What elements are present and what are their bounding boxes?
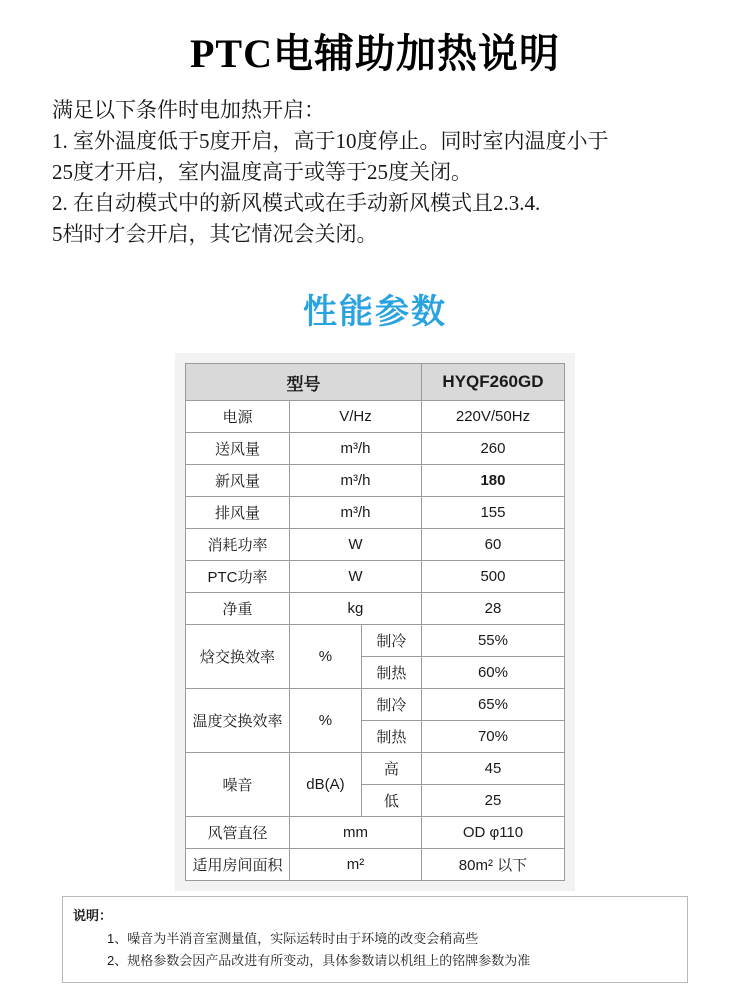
table-row	[186, 529, 565, 561]
row-value: 70%	[421, 721, 564, 753]
table-row	[186, 401, 565, 433]
row-label: 噪音	[186, 753, 290, 817]
row-label: 适用房间面积	[186, 849, 290, 881]
spec-table-container	[175, 353, 575, 891]
row-value: 155	[421, 497, 564, 529]
row-value: 55%	[421, 625, 564, 657]
table-header-row	[186, 364, 565, 401]
row-unit: dB(A)	[290, 753, 362, 817]
table-row	[186, 849, 565, 881]
row-subitem: 制热	[361, 657, 421, 689]
table-row	[186, 689, 565, 721]
row-unit: kg	[290, 593, 422, 625]
intro-text	[52, 95, 712, 250]
spec-table	[185, 363, 565, 881]
row-label: 净重	[186, 593, 290, 625]
row-value: 80m² 以下	[421, 849, 564, 881]
row-unit: mm	[290, 817, 422, 849]
notes-item: 1、噪音为半消音室测量值，实际运转时由于环境的改变会稍高些	[107, 931, 479, 946]
row-label: 送风量	[186, 433, 290, 465]
intro-line-1: 满足以下条件时电加热开启：	[52, 98, 325, 122]
row-value: 260	[421, 433, 564, 465]
row-label: 电源	[186, 401, 290, 433]
row-subitem: 制热	[361, 721, 421, 753]
row-unit: %	[290, 625, 362, 689]
row-subitem: 制冷	[361, 689, 421, 721]
section-title-performance: 性能参数	[303, 293, 447, 331]
table-row	[186, 433, 565, 465]
table-header-value: HYQF260GD	[421, 364, 564, 401]
table-row	[186, 465, 565, 497]
row-label: 焓交换效率	[186, 625, 290, 689]
row-value: 25	[421, 785, 564, 817]
row-value: 28	[421, 593, 564, 625]
intro-line-3: 25度才开启，室内温度高于或等于25度关闭。	[52, 160, 472, 184]
row-label: 新风量	[186, 465, 290, 497]
row-value: 220V/50Hz	[421, 401, 564, 433]
row-value: 60	[421, 529, 564, 561]
row-unit: W	[290, 561, 422, 593]
row-label: 消耗功率	[186, 529, 290, 561]
row-subitem: 高	[361, 753, 421, 785]
table-row	[186, 593, 565, 625]
row-label: 风管直径	[186, 817, 290, 849]
row-value: OD φ110	[421, 817, 564, 849]
row-unit: W	[290, 529, 422, 561]
document-page	[0, 22, 750, 1002]
row-subitem: 制冷	[361, 625, 421, 657]
row-label: 排风量	[186, 497, 290, 529]
table-row	[186, 497, 565, 529]
table-row	[186, 625, 565, 657]
table-header-label: 型号	[186, 364, 422, 401]
row-unit: m³/h	[290, 497, 422, 529]
intro-line-5: 5档时才会开启，其它情况会关闭。	[52, 222, 378, 246]
notes-title: 说明：	[73, 908, 113, 923]
row-subitem: 低	[361, 785, 421, 817]
table-row	[186, 561, 565, 593]
row-unit: m³/h	[290, 465, 422, 497]
row-unit: m³/h	[290, 433, 422, 465]
row-value: 65%	[421, 689, 564, 721]
row-value: 500	[421, 561, 564, 593]
row-value: 45	[421, 753, 564, 785]
row-label: 温度交换效率	[186, 689, 290, 753]
row-unit: m²	[290, 849, 422, 881]
row-value: 60%	[421, 657, 564, 689]
notes-box	[62, 896, 688, 983]
intro-line-4: 2. 在自动模式中的新风模式或在手动新风模式且2.3.4.	[52, 191, 541, 215]
table-row	[186, 753, 565, 785]
intro-line-2: 1. 室外温度低于5度开启，高于10度停止。同时室内温度小于	[52, 129, 609, 153]
row-unit: %	[290, 689, 362, 753]
row-value: 180	[421, 465, 564, 497]
page-title: PTC电辅助加热说明	[190, 31, 560, 76]
notes-item: 2、规格参数会因产品改进有所变动，具体参数请以机组上的铭牌参数为准	[107, 953, 531, 968]
table-row	[186, 817, 565, 849]
row-unit: V/Hz	[290, 401, 422, 433]
row-label: PTC功率	[186, 561, 290, 593]
